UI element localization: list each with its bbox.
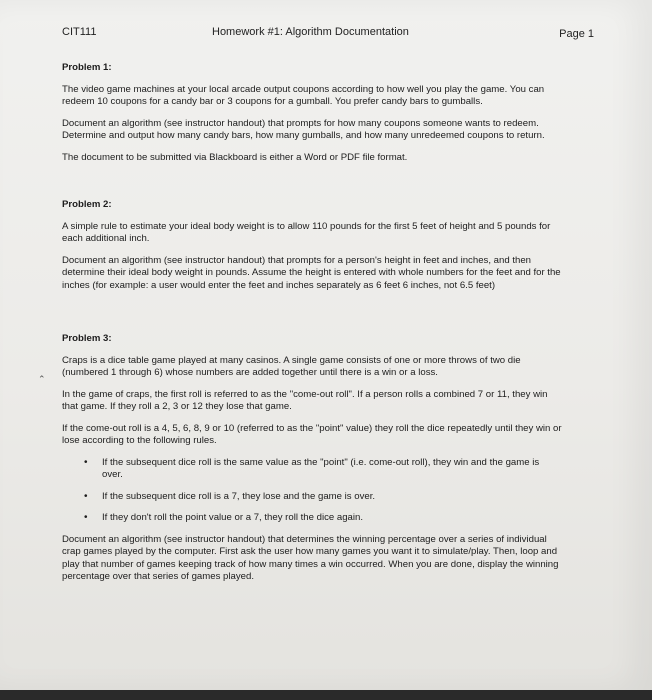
problem-2-paragraph: A simple rule to estimate your ideal body weight is to allow 110 pounds for the first 5 feet of height and 5 pounds for each additional inch.	[62, 220, 551, 244]
problem-1-paragraph: Document an algorithm (see instructor handout) that prompts for how many coupons someone wants to redeem. Determine and output how many candy bars, how many gumballs, and how many unredeemed coupons to return.	[62, 117, 545, 141]
document-body	[62, 62, 562, 593]
page-header	[50, 26, 594, 40]
course-code: CIT111	[62, 26, 97, 38]
problem-1-paragraph: The video game machines at your local arcade output coupons according to how well you play the game. You can redeem 10 coupons for a candy bar or 3 coupons for a gumball. You prefer candy bars to gumballs.	[62, 83, 545, 107]
bullet-icon: •	[84, 456, 88, 468]
list-item: • If the subsequent dice roll is the same value as the "point" (i.e. come-out roll), they win and the game is over.	[84, 456, 540, 480]
problem-2	[62, 199, 562, 292]
list-item: • If they don't roll the point value or a 7, they roll the dice again.	[84, 512, 364, 523]
bullet-icon: •	[84, 512, 88, 523]
problem-2-paragraph: Document an algorithm (see instructor handout) that prompts for a person's height in feet and inches, and then determine their ideal body weight in pounds. Assume the height is entered with whole numbers for the feet and for the inches (for example: a user would enter the feet and inches separately as 6 feet 6 inches, not 6.5 feet)	[62, 254, 561, 291]
problem-3-paragraph: Document an algorithm (see instructor handout) that determines the winning percentage over a series of individual crap games played by the computer. First ask the user how many games you want it to simulate/play. Then, loop and play that number of games keeping track of how many times a win occurred. When you are done, display the winning percentage over that series of games played.	[62, 533, 559, 582]
problem-3	[62, 333, 562, 584]
cursor-icon: ⌃	[38, 374, 46, 384]
problem-1	[62, 62, 562, 164]
page-number: Page 1	[559, 28, 594, 40]
problem-3-heading: Problem 3:	[62, 333, 112, 344]
problem-3-paragraph: In the game of craps, the first roll is referred to as the "come-out roll". If a person rolls a combined 7 or 11, they win that game. If they roll a 2, 3 or 12 they lose that game.	[62, 388, 548, 412]
problem-3-paragraph: If the come-out roll is a 4, 5, 6, 8, 9 or 10 (referred to as the "point" value) they roll the dice repeatedly until they win or lose according to the following rules.	[62, 422, 562, 446]
list-item: • If the subsequent dice roll is a 7, they lose and the game is over.	[84, 490, 376, 502]
problem-1-paragraph: The document to be submitted via Blackboard is either a Word or PDF file format.	[62, 151, 408, 163]
rules-list	[62, 457, 562, 525]
problem-2-heading: Problem 2:	[62, 199, 112, 210]
bullet-icon: •	[84, 490, 88, 502]
document-title: Homework #1: Algorithm Documentation	[212, 26, 409, 38]
problem-1-heading: Problem 1:	[62, 62, 112, 73]
problem-3-paragraph: Craps is a dice table game played at many casinos. A single game consists of one or more throws of two die (numbered 1 through 6) whose numbers are added together until there is a win or a loss.	[62, 354, 521, 378]
